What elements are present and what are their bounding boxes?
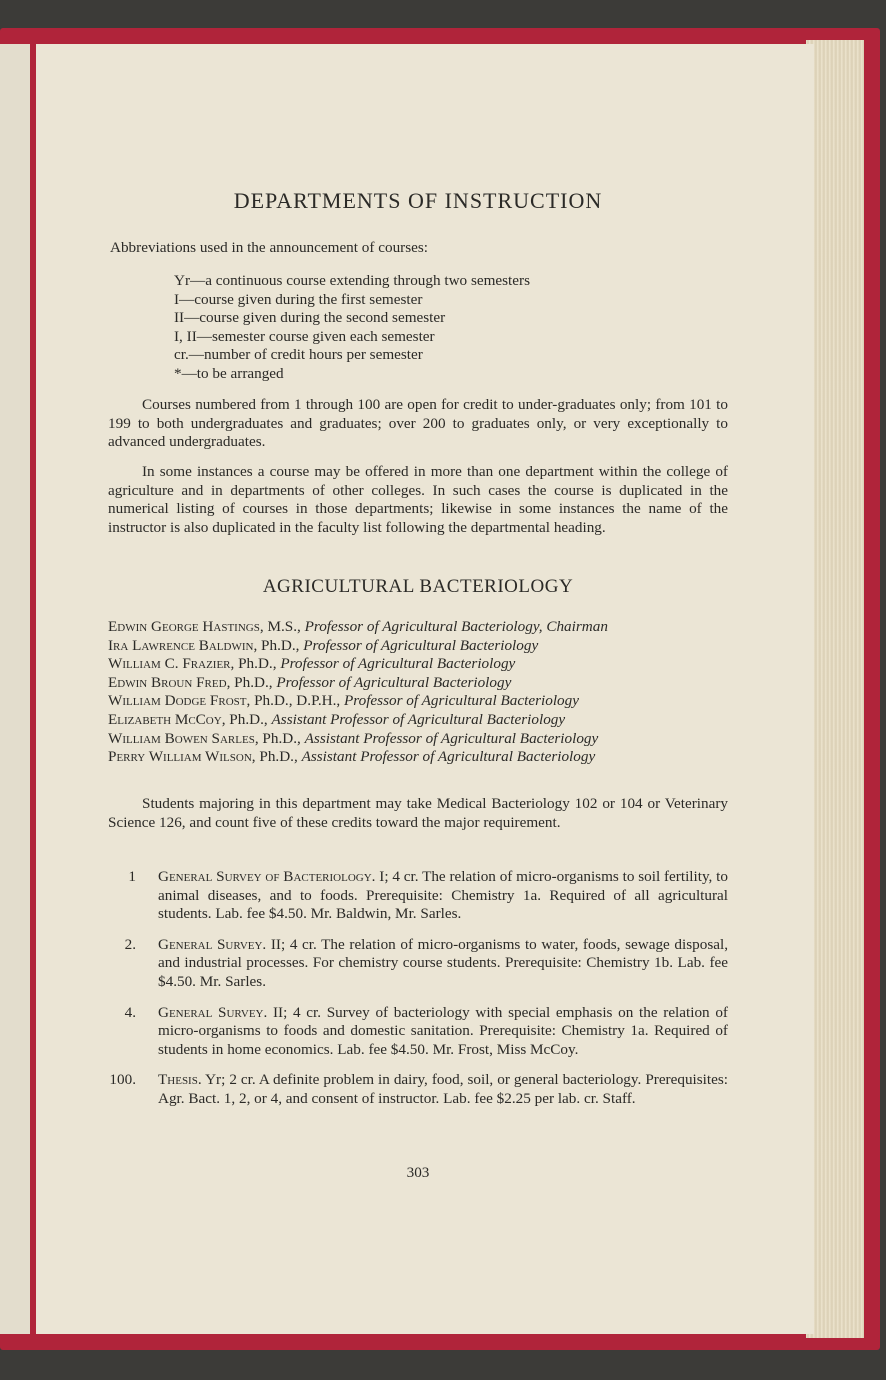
faculty-entry <box>108 618 728 637</box>
faculty-title: Assistant Professor of Agricultural Bacteriology <box>304 729 599 747</box>
abbreviation-item: *—to be arranged <box>174 364 284 382</box>
abbreviation-item: I, II—semester course given each semester <box>174 327 435 345</box>
section-heading: AGRICULTURAL BACTERIOLOGY <box>262 576 574 597</box>
abbreviations-intro: Abbreviations used in the announcement of courses: <box>110 239 429 256</box>
faculty-name: William Dodge Frost <box>108 692 247 710</box>
faculty-title: Professor of Agricultural Bacteriology <box>280 655 516 673</box>
faculty-name: Edwin George Hastings <box>108 618 260 635</box>
faculty-entry <box>108 692 728 711</box>
abbreviation-item: I—course given during the first semester <box>174 290 423 308</box>
book-page <box>36 44 814 1334</box>
course-name: Thesis. <box>158 1071 202 1089</box>
course-name: General Survey of Bacteriology. <box>158 868 376 885</box>
faculty-entry <box>108 655 728 674</box>
course-list <box>108 868 728 1121</box>
faculty-name: William C. Frazier <box>108 655 231 673</box>
faculty-title: Professor of Agricultural Bacteriology <box>276 673 512 691</box>
faculty-title: Professor of Agricultural Bacteriology, Chairman <box>304 618 608 635</box>
abbreviations-list <box>174 272 530 384</box>
course-number: 100. <box>109 1071 136 1089</box>
faculty-degree: , M.S., <box>259 618 305 635</box>
course-name: General Survey. <box>158 1003 268 1021</box>
faculty-entry <box>108 674 728 693</box>
faculty-title: Assistant Professor of Agricultural Bacteriology <box>301 748 596 766</box>
faculty-entry <box>108 637 728 656</box>
faculty-entry <box>108 748 728 767</box>
faculty-degree: , Ph.D., <box>221 710 272 728</box>
course-number: 4. <box>124 1003 136 1021</box>
faculty-list <box>108 618 728 767</box>
facing-page-edge <box>0 44 30 1334</box>
abbreviation-item: Yr—a continuous course extending through two semesters <box>174 272 530 289</box>
course-description: II; 4 cr. Survey of bacteriology with special emphasis on the relation of micro-organisms to foods and domestic sanitation. Prerequisite: Chemistry 1a. Required of students in home economics. Lab. fee $4.50. Mr. Frost, Miss McCoy. <box>158 1003 728 1058</box>
department-heading: DEPARTMENTS OF INSTRUCTION <box>233 188 603 213</box>
faculty-name: Ira Lawrence Baldwin <box>108 636 254 654</box>
abbreviation-item: II—course given during the second semester <box>174 309 446 327</box>
faculty-title: Professor of Agricultural Bacteriology <box>303 636 539 654</box>
faculty-degree: , Ph.D., <box>251 748 302 766</box>
faculty-degree: , Ph.D., <box>230 655 281 673</box>
duplication-paragraph: In some instances a course may be offered in more than one department within the college of agriculture and in departments of other colleges. In such cases the course is duplicated in the numerical listing of courses in those departments; likewise in some instances the name of the instructor is also duplicated in the faculty list following the departmental heading. <box>108 463 728 536</box>
course-name: General Survey. <box>158 935 267 953</box>
faculty-name: Perry William Wilson <box>108 748 252 766</box>
course-entry <box>108 868 728 924</box>
faculty-name: Edwin Broun Fred <box>108 673 227 691</box>
majors-note: Students majoring in this department may take Medical Bacteriology 102 or 104 or Veterinary Science 126, and count five of these credits toward the major requirement. <box>108 795 728 831</box>
faculty-title: Professor of Agricultural Bacteriology <box>344 692 579 710</box>
faculty-degree: , Ph.D., D.P.H., <box>246 692 344 710</box>
course-number: 1 <box>128 868 136 885</box>
course-entry <box>108 936 728 992</box>
numbering-paragraph: Courses numbered from 1 through 100 are open for credit to under-graduates only; from 101 to 199 to both undergraduates and graduates; over 200 to graduates only, or very exceptionally to advanced undergraduates. <box>108 396 728 451</box>
faculty-degree: , Ph.D., <box>226 673 277 691</box>
course-description: I; 4 cr. The relation of micro-organisms to soil fertility, to animal diseases, and to foods. Prerequisite: Chemistry 1a. Required of all agricultural students. Lab. fee $4.50. Mr. Baldwin, Mr. Sarles. <box>158 868 728 923</box>
page-number: 303 <box>406 1164 430 1181</box>
faculty-name: William Bowen Sarles <box>108 729 255 747</box>
faculty-entry <box>108 730 728 749</box>
faculty-degree: , Ph.D., <box>254 729 305 747</box>
abbreviation-item: cr.—number of credit hours per semester <box>174 346 423 364</box>
course-entry <box>108 1071 728 1108</box>
page-stack-edges <box>806 40 864 1338</box>
faculty-name: Elizabeth McCoy <box>108 710 222 728</box>
faculty-entry <box>108 711 728 730</box>
course-entry <box>108 1004 728 1060</box>
course-number: 2. <box>124 935 136 953</box>
faculty-title: Assistant Professor of Agricultural Bacteriology <box>271 710 566 728</box>
faculty-degree: , Ph.D., <box>253 636 304 654</box>
course-description: II; 4 cr. The relation of micro-organisms to water, foods, sewage disposal, and industrial processes. For chemistry course students. Prerequisite: Chemistry 1b. Lab. fee $4.50. Mr. Sarles. <box>158 935 728 990</box>
course-description: Yr; 2 cr. A definite problem in dairy, food, soil, or general bacteriology. Prerequisites: Agr. Bact. 1, 2, or 4, and consent of instructor. Lab. fee $2.25 per lab. cr. Staff. <box>158 1071 728 1107</box>
